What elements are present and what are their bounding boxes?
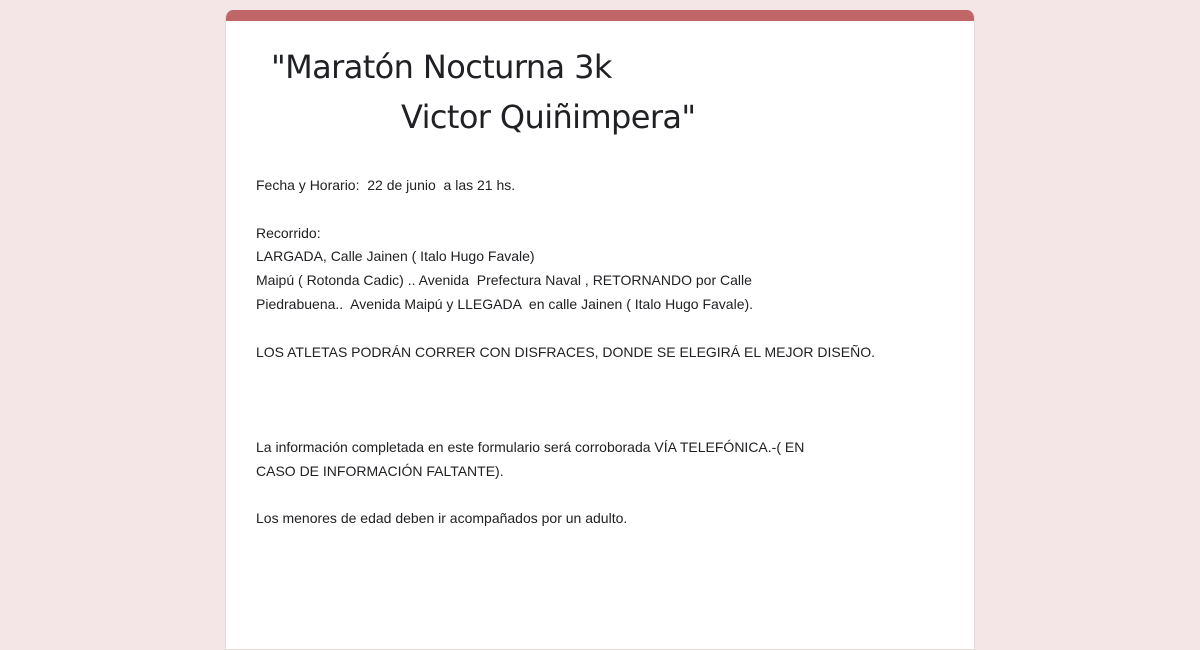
description-line: Fecha y Horario: 22 de junio a las 21 hs.: [256, 177, 516, 193]
description-line: La información completada en este formulario será corroborada VÍA TELEFÓNICA.-( EN: [256, 438, 805, 455]
description-line: LOS ATLETAS PODRÁN CORRER CON DISFRACES, DONDE SE ELEGIRÁ EL MEJOR DISEÑO.: [256, 343, 875, 360]
description-line: [256, 483, 946, 507]
form-header-card: [225, 10, 975, 650]
description-line: LARGADA, Calle Jainen ( Italo Hugo Favale): [256, 248, 535, 265]
description-line: [256, 198, 946, 222]
form-title: [271, 42, 696, 142]
description-line: [256, 412, 946, 436]
description-line: [256, 388, 946, 412]
form-accent-bar: [226, 10, 974, 21]
description-line: [256, 364, 946, 388]
description-line: Maipú ( Rotonda Cadic) .. Avenida Prefectura Naval , RETORNANDO por Calle: [256, 272, 752, 289]
description-line: Piedrabuena.. Avenida Maipú y LLEGADA en calle Jainen ( Italo Hugo Favale).: [256, 295, 754, 312]
description-line: [256, 317, 946, 341]
form-title-line: "Maratón Nocturna 3k: [271, 48, 612, 86]
description-line: Recorrido:: [256, 224, 321, 241]
description-line: Los menores de edad deben ir acompañados por un adulto.: [256, 510, 628, 527]
form-description: [256, 174, 946, 531]
form-title-line: Victor Quiñimpera": [401, 98, 696, 136]
description-line: CASO DE INFORMACIÓN FALTANTE).: [256, 462, 504, 479]
